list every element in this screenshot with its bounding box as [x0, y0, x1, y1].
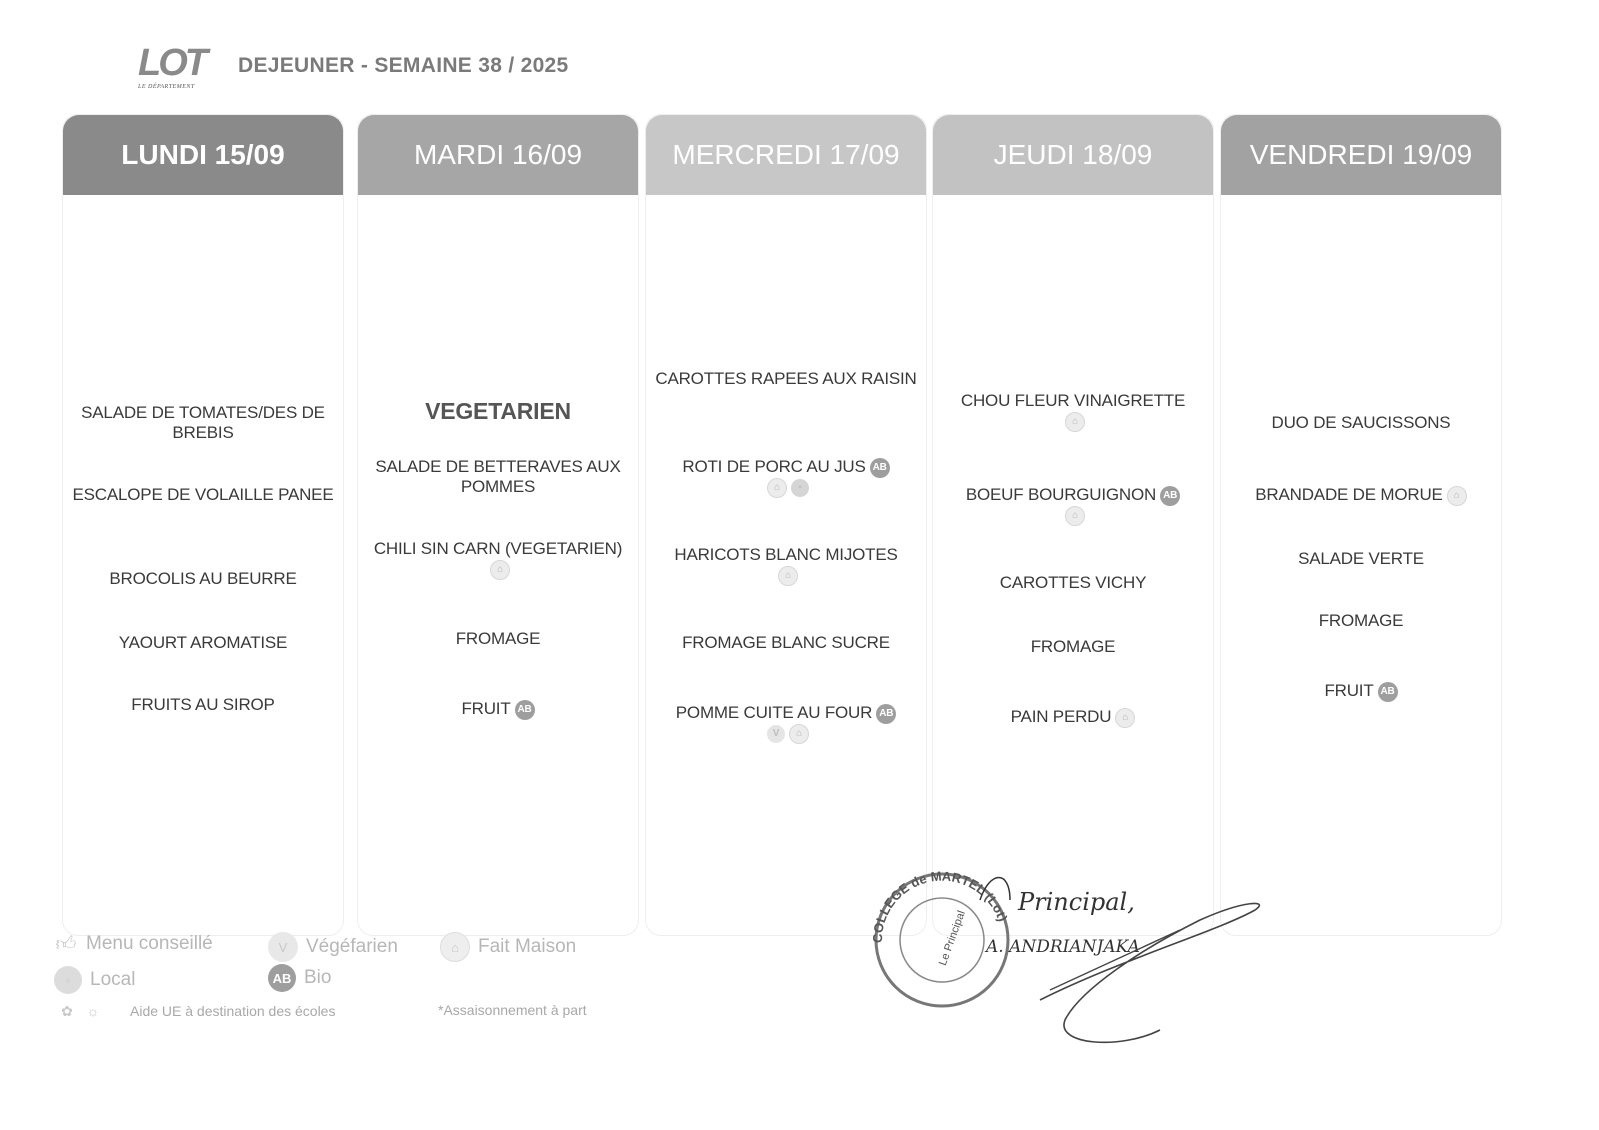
menu-item: FRUIT AB: [366, 699, 630, 720]
menu-item: CAROTTES VICHY: [999, 573, 1147, 592]
school-stamp-signature: [860, 860, 1280, 1060]
local-icon: ◦: [54, 966, 82, 994]
vegetarien-icon: V: [268, 932, 298, 962]
day-header: [63, 115, 343, 195]
stamp-seal: [860, 860, 1280, 1060]
menu-item: YAOURT AROMATISE: [118, 633, 288, 652]
day-column-vendredi: [1220, 114, 1502, 936]
day-menu: [1221, 195, 1501, 935]
day-column-jeudi: [932, 114, 1214, 936]
menu-item: HARICOTS BLANC MIJOTES ⌂: [654, 545, 918, 586]
logo-subtitle: LE DÉPARTEMENT: [138, 84, 195, 90]
menu-item: FRUITS AU SIROP: [131, 695, 275, 714]
day-header: [933, 115, 1213, 195]
legend-fait-maison: ⌂ Fait Maison: [440, 932, 576, 962]
day-menu: [646, 195, 926, 935]
bio-icon: AB: [1160, 486, 1180, 506]
fait-maison-icon: ⌂: [490, 560, 510, 580]
menu-item: FROMAGE: [1318, 611, 1404, 630]
menu-item: BROCOLIS AU BEURRE: [109, 569, 297, 588]
legend-menu-conseille: 👍︎ Menu conseillé: [55, 933, 213, 955]
fait-maison-icon: ⌂: [778, 566, 798, 586]
bio-icon: AB: [870, 458, 890, 478]
fait-maison-icon: ⌂: [1065, 506, 1085, 526]
fait-maison-icon: ⌂: [1447, 486, 1467, 506]
legend: [54, 928, 634, 1028]
day-label: VENDREDI 19/09: [1249, 139, 1473, 170]
day-column-mercredi: [645, 114, 927, 936]
menu-item: CAROTTES RAPEES AUX RAISIN: [655, 369, 917, 388]
svg-text:COLLEGE de MARTEL (Lot): COLLEGE de MARTEL (Lot): [869, 868, 1011, 944]
legend-bio: AB Bio: [268, 964, 331, 992]
svg-text:Le Principal: Le Principal: [936, 909, 968, 968]
menu-item: FROMAGE: [1030, 637, 1116, 656]
bio-icon: AB: [876, 704, 896, 724]
page-title: DEJEUNER - SEMAINE 38 / 2025: [238, 54, 569, 77]
menu-item: BRANDADE DE MORUE ⌂: [1229, 485, 1493, 506]
milk-icon: ☼: [86, 1003, 100, 1019]
menu-item: CHILI SIN CARN (VEGETARIEN)⌂: [366, 539, 630, 580]
apple-icon: ✿: [61, 1002, 73, 1019]
bio-icon: AB: [515, 700, 535, 720]
day-column-mardi: [357, 114, 639, 936]
menu-item: BOEUF BOURGUIGNON AB ⌂: [941, 485, 1205, 526]
menu-item: ROTI DE PORC AU JUS AB ⌂ ◦: [654, 457, 918, 498]
department-logo: [138, 44, 208, 96]
vegetarien-icon: V: [767, 725, 785, 743]
fait-maison-icon: ⌂: [1115, 708, 1135, 728]
legend-aide-ue: ✿ ☼ Aide UE à destination des écoles: [58, 1002, 335, 1020]
fait-maison-icon: ⌂: [1065, 412, 1085, 432]
logo-mark: LOT: [138, 42, 205, 84]
menu-item: FROMAGE: [455, 629, 541, 648]
day-menu: [933, 195, 1213, 935]
day-header: [1221, 115, 1501, 195]
svg-text:A. ANDRIANJAKA: A. ANDRIANJAKA: [986, 937, 1140, 957]
day-label: LUNDI 15/09: [121, 139, 285, 170]
menu-item: CHOU FLEUR VINAIGRETTE ⌂: [941, 391, 1205, 432]
legend-assaisonnement: *Assaisonnement à part: [438, 1002, 587, 1018]
menu-theme: VEGETARIEN: [425, 398, 571, 424]
menu-item: FROMAGE BLANC SUCRE: [682, 633, 890, 652]
thumbs-up-icon: 👍︎: [55, 933, 77, 955]
fait-maison-icon: ⌂: [440, 932, 470, 962]
menu-item: SALADE VERTE: [1298, 549, 1424, 568]
menu-item: SALADE DE BETTERAVES AUX POMMES: [375, 457, 621, 496]
day-header: [646, 115, 926, 195]
menu-item: DUO DE SAUCISSONS: [1271, 413, 1451, 432]
day-header: [358, 115, 638, 195]
menu-item: POMME CUITE AU FOUR AB V ⌂: [654, 703, 918, 744]
bio-icon: AB: [268, 964, 296, 992]
menu-item: SALADE DE TOMATES/DES DE BREBIS: [81, 403, 325, 442]
fait-maison-icon: ⌂: [767, 478, 787, 498]
day-menu: [358, 195, 638, 935]
day-label: JEUDI 18/09: [993, 139, 1153, 170]
day-label: MARDI 16/09: [413, 139, 583, 170]
local-icon: ◦: [791, 479, 809, 497]
legend-local: ◦ Local: [54, 966, 135, 994]
menu-item: ESCALOPE DE VOLAILLE PANEE: [72, 485, 334, 504]
fait-maison-icon: ⌂: [789, 724, 809, 744]
svg-text:Principal,: Principal,: [1018, 888, 1135, 916]
day-column-lundi: [62, 114, 344, 936]
menu-item: FRUIT AB: [1229, 681, 1493, 702]
legend-vegetarien: V Végéfarien: [268, 932, 398, 962]
day-menu: [63, 195, 343, 935]
day-label: MERCREDI 17/09: [672, 139, 900, 170]
bio-icon: AB: [1378, 682, 1398, 702]
menu-item: PAIN PERDU ⌂: [941, 707, 1205, 728]
